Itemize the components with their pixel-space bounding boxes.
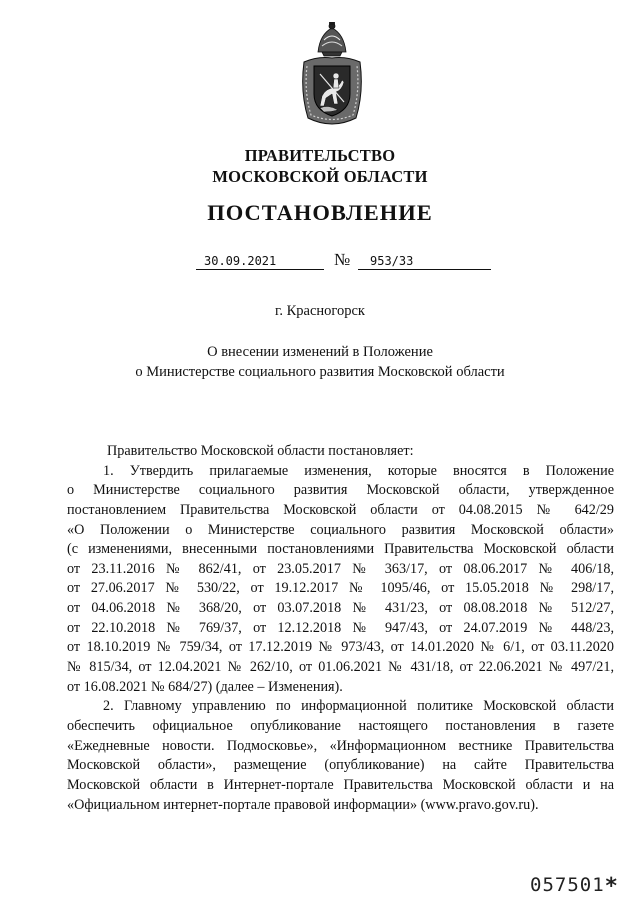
document-number: 953/33 <box>358 253 491 270</box>
paragraph-2 <box>67 697 614 815</box>
document-type-title: ПОСТАНОВЛЕНИЕ <box>207 200 433 225</box>
paragraph-line: от 27.06.2017 № 530/22, от 19.12.2017 № 1095/46, от 15.05.2018 № 298/17, <box>67 580 614 597</box>
paragraph-line: Московской области в Интернет-портале Правительства Московской области и на <box>67 776 614 793</box>
government-line-1: ПРАВИТЕЛЬСТВО <box>244 146 396 165</box>
paragraph-line: обеспечить официальное опубликование настоящего постановления в газете <box>67 717 614 734</box>
serial-number: 057501 <box>530 874 605 896</box>
paragraph-line: от 22.10.2018 № 769/37, от 12.12.2018 № 947/43, от 24.07.2019 № 448/23, <box>67 619 614 636</box>
document-body <box>67 442 614 815</box>
government-line-2: МОСКОВСКОЙ ОБЛАСТИ <box>212 167 428 186</box>
body-intro: Правительство Московской области постановляет: <box>107 443 414 459</box>
paragraph-line: «Ежедневные новости. Подмосковье», «Информационном вестнике Правительства <box>67 737 614 754</box>
paragraph-1 <box>67 462 614 698</box>
paragraph-line: от 04.06.2018 № 368/20, от 03.07.2018 № 431/23, от 08.08.2018 № 512/27, <box>67 600 614 617</box>
city-line: г. Красногорск <box>275 303 365 319</box>
serial-stamp <box>530 872 619 897</box>
paragraph-line: № 815/34, от 12.04.2021 № 262/10, от 01.06.2021 № 431/18, от 22.06.2021 № 497/21, <box>67 659 614 676</box>
paragraph-line: от 23.11.2016 № 862/41, от 23.05.2017 № 363/17, от 08.06.2017 № 406/18, <box>67 560 614 577</box>
paragraph-line: «Официальном интернет-портале правовой информации» (www.pravo.gov.ru). <box>67 796 539 813</box>
paragraph-line: «О Положении о Министерстве социального развития Московской области» <box>67 521 614 538</box>
coat-of-arms-emblem <box>298 22 366 130</box>
paragraph-line: (с изменениями, внесенными постановлениями Правительства Московской области <box>67 541 614 558</box>
paragraph-line: постановлением Правительства Московской области от 04.08.2015 № 642/29 <box>67 501 614 518</box>
paragraph-line: от 18.10.2019 № 759/34, от 17.12.2019 № 973/43, от 14.01.2020 № 6/1, от 03.11.2020 <box>67 639 614 656</box>
paragraph-line: о Министерстве социального развития Московской области, утвержденное <box>67 482 614 499</box>
subject-line-2: о Министерстве социального развития Московской области <box>135 364 505 380</box>
document-date: 30.09.2021 <box>196 253 324 270</box>
subject-line-1: О внесении изменений в Положение <box>207 344 433 360</box>
paragraph-line: 2. Главному управлению по информационной политике Московской области <box>103 698 614 715</box>
paragraph-line: Московской области», размещение (опубликование) на сайте Правительства <box>67 757 614 774</box>
government-name <box>0 145 640 187</box>
paragraph-line: 1. Утвердить прилагаемые изменения, которые вносятся в Положение <box>103 462 614 479</box>
number-sign: № <box>334 250 351 269</box>
star-mark: * <box>604 874 619 899</box>
paragraph-line: от 16.08.2021 № 684/27) (далее – Изменения). <box>67 678 343 695</box>
document-subject <box>0 342 640 382</box>
